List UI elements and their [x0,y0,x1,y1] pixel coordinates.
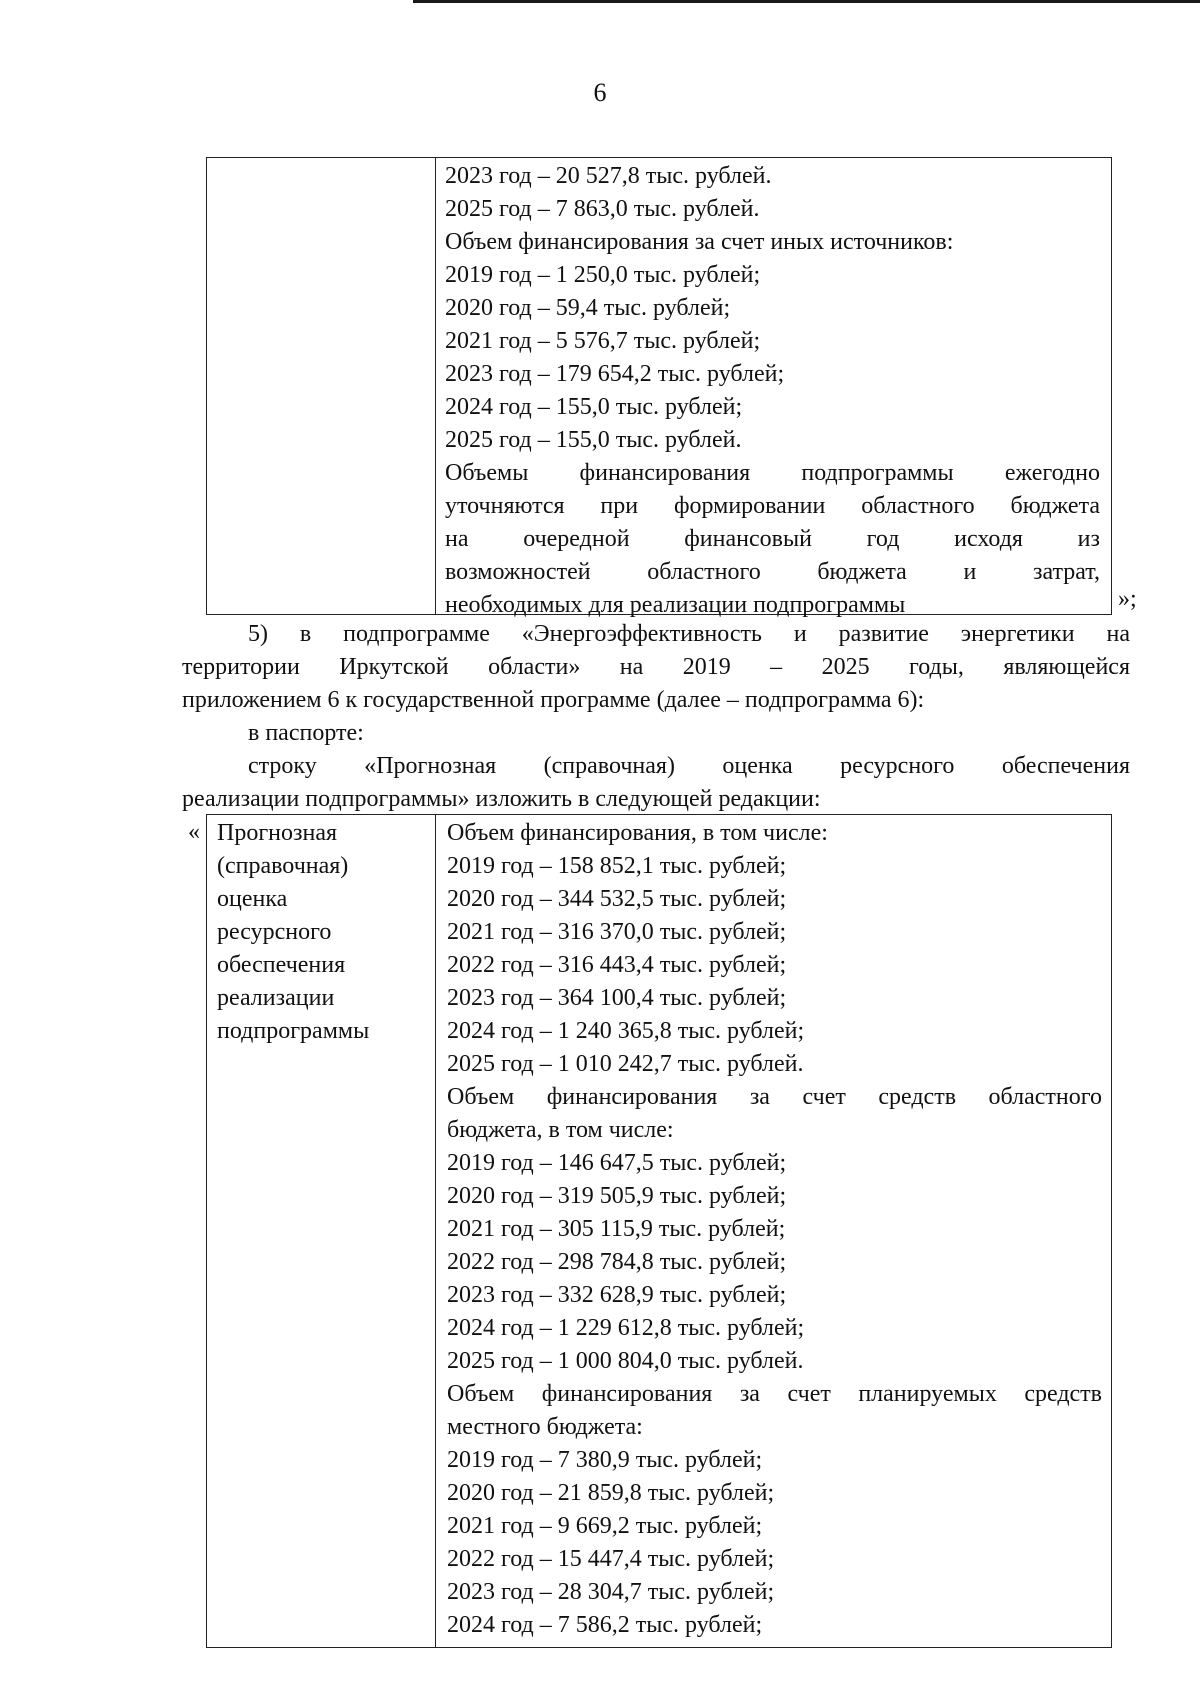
financing-line: 2025 год – 155,0 тыс. рублей. [445,427,742,453]
financing-line: 2019 год – 7 380,9 тыс. рублей; [447,1447,763,1473]
column-divider [435,815,436,1647]
financing-note-line: необходимых для реализации подпрограммы [445,592,906,618]
financing-line: 2024 год – 1 229 612,8 тыс. рублей; [447,1315,805,1341]
paragraph-line: территории Иркутской области» на 2019 – 2025 годы, являющейся [182,654,1130,680]
financing-line: 2020 год – 344 532,5 тыс. рублей; [447,886,787,912]
resource-estimate-table [206,814,1112,1648]
paragraph-line: 5) в подпрограмме «Энергоэффективность и развитие энергетики на [248,621,1130,647]
row-title-line: оценка [217,886,288,912]
financing-line: 2025 год – 1 010 242,7 тыс. рублей. [447,1051,804,1077]
row-title-line: (справочная) [217,853,349,879]
item-5-paragraph [182,618,1130,816]
financing-line: 2025 год – 1 000 804,0 тыс. рублей. [447,1348,804,1374]
financing-line: 2022 год – 316 443,4 тыс. рублей; [447,952,787,978]
financing-line: 2024 год – 155,0 тыс. рублей; [445,394,743,420]
financing-line: Объем финансирования, в том числе: [447,820,828,846]
financing-line: 2019 год – 146 647,5 тыс. рублей; [447,1150,787,1176]
in-passport-line: в паспорте: [248,720,364,746]
financing-line: 2020 год – 21 859,8 тыс. рублей; [447,1480,775,1506]
financing-note-line: уточняются при формировании областного бюджета [445,493,1100,519]
financing-line: 2022 год – 15 447,4 тыс. рублей; [447,1546,775,1572]
financing-line: 2019 год – 158 852,1 тыс. рублей; [447,853,787,879]
row-title-line: Прогнозная [217,820,338,846]
financing-line: 2023 год – 332 628,9 тыс. рублей; [447,1282,787,1308]
financing-line: 2023 год – 179 654,2 тыс. рублей; [445,361,785,387]
financing-line: 2021 год – 9 669,2 тыс. рублей; [447,1513,763,1539]
financing-line: Объем финансирования за счет иных источников: [445,229,954,255]
row-title-line: обеспечения [217,952,346,978]
financing-heading-line: Объем финансирования за счет средств областного [447,1084,1102,1110]
top-rule [413,0,1200,3]
financing-line: 2021 год – 5 576,7 тыс. рублей; [445,328,761,354]
financing-line: 2023 год – 364 100,4 тыс. рублей; [447,985,787,1011]
financing-heading-line: Объем финансирования за счет планируемых средств [447,1381,1102,1407]
row-title-line: ресурсного [217,919,332,945]
financing-line: 2019 год – 1 250,0 тыс. рублей; [445,262,761,288]
financing-line: 2021 год – 305 115,9 тыс. рублей; [447,1216,786,1242]
financing-line: 2023 год – 28 304,7 тыс. рублей; [447,1579,775,1605]
financing-heading-line: бюджета, в том числе: [447,1117,674,1143]
row-title-cell [217,817,427,1048]
financing-line: 2024 год – 1 240 365,8 тыс. рублей; [447,1018,805,1044]
financing-line: 2020 год – 319 505,9 тыс. рублей; [447,1183,787,1209]
page-number: 6 [593,78,607,107]
financing-table-continued [206,157,1112,618]
row-title-line: подпрограммы [217,1018,370,1044]
financing-cell [447,817,1102,1642]
financing-note-line: на очередной финансовый год исходя из [445,526,1100,552]
financing-cell-continued [445,160,1100,622]
financing-note-line: Объемы финансирования подпрограммы ежегодно [445,460,1100,486]
financing-line: 2025 год – 7 863,0 тыс. рублей. [445,196,760,222]
financing-note-line: возможностей областного бюджета и затрат, [445,559,1100,585]
opening-quote: « [188,819,200,845]
financing-line: 2024 год – 7 586,2 тыс. рублей; [447,1612,763,1638]
paragraph-line: приложением 6 к государственной программе (далее – подпрограмма 6): [182,687,925,713]
financing-line: 2023 год – 20 527,8 тыс. рублей. [445,163,772,189]
financing-line: 2021 год – 316 370,0 тыс. рублей; [447,919,787,945]
financing-line: 2022 год – 298 784,8 тыс. рублей; [447,1249,787,1275]
paragraph-line: реализации подпрограммы» изложить в следующей редакции: [182,786,821,812]
column-divider [435,158,436,614]
financing-line: 2020 год – 59,4 тыс. рублей; [445,295,731,321]
financing-heading-line: местного бюджета: [447,1414,643,1440]
row-title-line: реализации [217,985,335,1011]
closing-quote: »; [1118,586,1137,612]
paragraph-line: строку «Прогнозная (справочная) оценка ресурсного обеспечения [248,753,1130,779]
